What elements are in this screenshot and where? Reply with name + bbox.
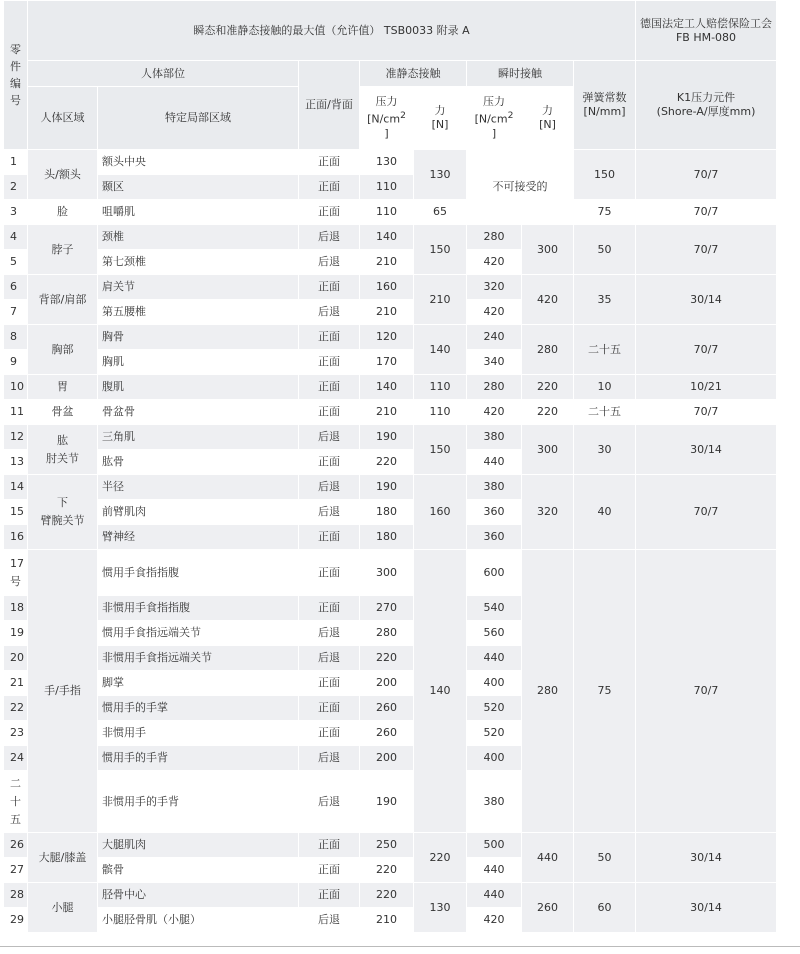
local-area: 非惯用手 <box>98 721 299 746</box>
tr-pressure: 340 <box>467 350 522 375</box>
tr-pressure: 520 <box>467 721 522 746</box>
side: 正面 <box>299 721 360 746</box>
spring-constant: 30 <box>574 425 636 475</box>
local-area: 惯用手食指远端关节 <box>98 621 299 646</box>
side: 后退 <box>299 746 360 771</box>
local-area: 第七颈椎 <box>98 250 299 275</box>
tr-pressure: 540 <box>467 596 522 621</box>
local-area: 额头中央 <box>98 150 299 175</box>
qs-pressure: 210 <box>360 250 414 275</box>
qs-pressure: 280 <box>360 621 414 646</box>
row-number: 8 <box>4 325 28 350</box>
header-body-part: 人体部位 <box>28 61 299 87</box>
qs-force: 110 <box>414 375 467 400</box>
transient-unacceptable: 不可接受的 <box>467 150 574 225</box>
qs-force: 110 <box>414 400 467 425</box>
side: 后退 <box>299 475 360 500</box>
k1-element: 70/7 <box>636 475 777 550</box>
side: 正面 <box>299 150 360 175</box>
header-tr-force-label: 力 <box>542 104 553 117</box>
header-tr-pressure-label: 压力 <box>483 95 505 109</box>
qs-pressure: 160 <box>360 275 414 300</box>
header-transient: 瞬时接触 <box>467 61 574 87</box>
tr-pressure: 280 <box>467 375 522 400</box>
tr-pressure: 380 <box>467 425 522 450</box>
tr-force: 280 <box>522 550 574 833</box>
row-number: 1 <box>4 150 28 175</box>
local-area: 胸骨 <box>98 325 299 350</box>
qs-pressure: 180 <box>360 525 414 550</box>
row-number: 二 十 五 <box>4 771 28 833</box>
header-qs-force-unit: [N] <box>431 118 449 131</box>
table-row <box>4 475 777 500</box>
header-front-back: 正面/背面 <box>299 61 360 150</box>
tr-pressure: 240 <box>467 325 522 350</box>
local-area: 半径 <box>98 475 299 500</box>
header-dguv <box>636 1 777 61</box>
spring-constant: 75 <box>574 550 636 833</box>
row-number: 26 <box>4 833 28 858</box>
local-area: 非惯用手食指指腹 <box>98 596 299 621</box>
row-number: 20 <box>4 646 28 671</box>
spring-constant: 二十五 <box>574 325 636 375</box>
qs-pressure: 300 <box>360 550 414 596</box>
row-number: 18 <box>4 596 28 621</box>
side: 正面 <box>299 833 360 858</box>
side: 后退 <box>299 300 360 325</box>
side: 正面 <box>299 550 360 596</box>
table-row <box>4 200 777 225</box>
header-qs-force-label: 力 <box>434 104 446 117</box>
tr-pressure: 420 <box>467 300 522 325</box>
tr-pressure: 560 <box>467 621 522 646</box>
row-number: 23 <box>4 721 28 746</box>
row-number: 27 <box>4 858 28 883</box>
spring-constant: 35 <box>574 275 636 325</box>
table-row <box>4 883 777 908</box>
qs-pressure: 190 <box>360 475 414 500</box>
header-dguv-ref: FB HM-080 <box>675 30 737 44</box>
tr-pressure: 400 <box>467 671 522 696</box>
row-number: 17 号 <box>4 550 28 596</box>
local-area: 惯用手的手掌 <box>98 696 299 721</box>
side: 正面 <box>299 400 360 425</box>
side: 正面 <box>299 325 360 350</box>
qs-pressure: 260 <box>360 721 414 746</box>
spring-constant: 40 <box>574 475 636 550</box>
header-dguv-name: 德国法定工人赔偿保险工会 <box>640 16 773 30</box>
header-spring-constant <box>574 61 636 150</box>
row-number: 16 <box>4 525 28 550</box>
body-region: 脖子 <box>28 225 98 275</box>
qs-pressure: 140 <box>360 225 414 250</box>
header-qs-pressure-unit: [$N/cm^2$ ] <box>367 110 406 140</box>
limits-table <box>3 0 777 933</box>
tr-pressure: 420 <box>467 908 522 933</box>
tr-force: 280 <box>522 325 574 375</box>
row-number: 5 <box>4 250 28 275</box>
local-area: 第五腰椎 <box>98 300 299 325</box>
qs-pressure: 110 <box>360 200 414 225</box>
header-qs-pressure-label: 压力 <box>375 95 398 109</box>
local-area: 颞区 <box>98 175 299 200</box>
local-area: 非惯用手的手背 <box>98 771 299 833</box>
local-area: 肩关节 <box>98 275 299 300</box>
side: 正面 <box>299 671 360 696</box>
qs-force: 210 <box>414 275 467 325</box>
qs-pressure: 190 <box>360 771 414 833</box>
qs-pressure: 170 <box>360 350 414 375</box>
spring-constant: 二十五 <box>574 400 636 425</box>
tr-pressure: 360 <box>467 500 522 525</box>
header-spring-label: 弹簧常数 <box>582 91 627 104</box>
header-qs-pressure <box>360 87 414 150</box>
row-number: 11 <box>4 400 28 425</box>
row-number: 3 <box>4 200 28 225</box>
qs-pressure: 190 <box>360 425 414 450</box>
qs-pressure: 250 <box>360 833 414 858</box>
side: 后退 <box>299 500 360 525</box>
header-tr-force <box>522 87 574 150</box>
row-number: 13 <box>4 450 28 475</box>
side: 正面 <box>299 696 360 721</box>
qs-pressure: 210 <box>360 400 414 425</box>
body-region: 手/手指 <box>28 550 98 833</box>
row-number: 22 <box>4 696 28 721</box>
qs-pressure: 270 <box>360 596 414 621</box>
table-row <box>4 400 777 425</box>
tr-pressure: 440 <box>467 858 522 883</box>
k1-element: 30/14 <box>636 883 777 933</box>
tr-pressure: 420 <box>467 400 522 425</box>
qs-force: 65 <box>414 200 467 225</box>
table-row <box>4 325 777 350</box>
row-number: 12 <box>4 425 28 450</box>
qs-force: 150 <box>414 225 467 275</box>
tr-pressure: 600 <box>467 550 522 596</box>
table-row <box>4 833 777 858</box>
qs-pressure: 210 <box>360 908 414 933</box>
body-region: 小腿 <box>28 883 98 933</box>
side: 后退 <box>299 646 360 671</box>
side: 正面 <box>299 596 360 621</box>
qs-pressure: 200 <box>360 746 414 771</box>
tr-force: 300 <box>522 425 574 475</box>
qs-pressure: 200 <box>360 671 414 696</box>
qs-pressure: 130 <box>360 150 414 175</box>
row-number: 28 <box>4 883 28 908</box>
header-k1-label: K1压力元件 <box>676 91 736 104</box>
side: 正面 <box>299 883 360 908</box>
tr-pressure: 400 <box>467 746 522 771</box>
row-number: 7 <box>4 300 28 325</box>
spring-constant: 75 <box>574 200 636 225</box>
tr-pressure: 440 <box>467 450 522 475</box>
k1-element: 70/7 <box>636 325 777 375</box>
local-area: 脚掌 <box>98 671 299 696</box>
row-number: 15 <box>4 500 28 525</box>
page-divider <box>0 946 800 947</box>
k1-element: 30/14 <box>636 425 777 475</box>
tr-force: 260 <box>522 883 574 933</box>
header-k1 <box>636 61 777 150</box>
qs-pressure: 260 <box>360 696 414 721</box>
tr-pressure: 440 <box>467 646 522 671</box>
spring-constant: 150 <box>574 150 636 200</box>
tr-pressure: 360 <box>467 525 522 550</box>
local-area: 骨盆骨 <box>98 400 299 425</box>
local-area: 小腿胫骨肌（小腿） <box>98 908 299 933</box>
qs-pressure: 140 <box>360 375 414 400</box>
tr-force: 440 <box>522 833 574 883</box>
qs-force: 140 <box>414 550 467 833</box>
row-number: 2 <box>4 175 28 200</box>
body-region: 胃 <box>28 375 98 400</box>
side: 正面 <box>299 275 360 300</box>
qs-pressure: 110 <box>360 175 414 200</box>
side: 正面 <box>299 200 360 225</box>
k1-element: 70/7 <box>636 150 777 200</box>
side: 正面 <box>299 375 360 400</box>
body-region: 背部/肩部 <box>28 275 98 325</box>
row-number: 4 <box>4 225 28 250</box>
k1-element: 70/7 <box>636 550 777 833</box>
local-area: 惯用手的手背 <box>98 746 299 771</box>
body-region: 骨盆 <box>28 400 98 425</box>
local-area: 臂神经 <box>98 525 299 550</box>
qs-force: 130 <box>414 883 467 933</box>
header-k1-unit: (Shore-A/厚度mm) <box>656 105 756 118</box>
body-region: 大腿/膝盖 <box>28 833 98 883</box>
header-part-no: 零件编号 <box>4 1 28 150</box>
k1-element: 30/14 <box>636 833 777 883</box>
qs-pressure: 210 <box>360 300 414 325</box>
local-area: 咀嚼肌 <box>98 200 299 225</box>
side: 正面 <box>299 175 360 200</box>
table-title: 瞬态和准静态接触的最大值（允许值） TSB0033 附录 A <box>28 1 636 61</box>
tr-pressure: 380 <box>467 771 522 833</box>
row-number: 24 <box>4 746 28 771</box>
qs-pressure: 220 <box>360 883 414 908</box>
local-area: 肱骨 <box>98 450 299 475</box>
qs-pressure: 180 <box>360 500 414 525</box>
spring-constant: 50 <box>574 833 636 883</box>
local-area: 三角肌 <box>98 425 299 450</box>
body-region: 下 臂腕关节 <box>28 475 98 550</box>
tr-force: 320 <box>522 475 574 550</box>
tr-pressure: 440 <box>467 883 522 908</box>
local-area: 大腿肌肉 <box>98 833 299 858</box>
table-row <box>4 375 777 400</box>
tr-force: 220 <box>522 375 574 400</box>
header-quasi-static: 准静态接触 <box>360 61 467 87</box>
header-tr-force-unit: [N] <box>539 118 556 131</box>
body-region: 胸部 <box>28 325 98 375</box>
tr-pressure: 280 <box>467 225 522 250</box>
qs-force: 130 <box>414 150 467 200</box>
header-region: 人体区域 <box>28 87 98 150</box>
table-row <box>4 425 777 450</box>
body-region: 头/额头 <box>28 150 98 200</box>
k1-element: 70/7 <box>636 225 777 275</box>
row-number: 14 <box>4 475 28 500</box>
tr-pressure: 520 <box>467 696 522 721</box>
tr-pressure: 380 <box>467 475 522 500</box>
header-spring-unit: [N/mm] <box>583 105 626 118</box>
qs-pressure: 220 <box>360 450 414 475</box>
side: 正面 <box>299 525 360 550</box>
local-area: 非惯用手食指远端关节 <box>98 646 299 671</box>
qs-pressure: 220 <box>360 858 414 883</box>
k1-element: 70/7 <box>636 200 777 225</box>
spring-constant: 50 <box>574 225 636 275</box>
table-row <box>4 275 777 300</box>
qs-pressure: 220 <box>360 646 414 671</box>
body-region: 肱 肘关节 <box>28 425 98 475</box>
tr-force: 300 <box>522 225 574 275</box>
local-area: 胸肌 <box>98 350 299 375</box>
spring-constant: 10 <box>574 375 636 400</box>
k1-element: 70/7 <box>636 400 777 425</box>
side: 正面 <box>299 858 360 883</box>
row-number: 6 <box>4 275 28 300</box>
body-region: 脸 <box>28 200 98 225</box>
side: 后退 <box>299 621 360 646</box>
row-number: 10 <box>4 375 28 400</box>
side: 后退 <box>299 425 360 450</box>
side: 后退 <box>299 225 360 250</box>
local-area: 胫骨中心 <box>98 883 299 908</box>
tr-force: 220 <box>522 400 574 425</box>
table-row <box>4 150 777 175</box>
qs-force: 140 <box>414 325 467 375</box>
side: 后退 <box>299 771 360 833</box>
spring-constant: 60 <box>574 883 636 933</box>
row-number: 19 <box>4 621 28 646</box>
header-qs-force <box>414 87 467 150</box>
row-number: 21 <box>4 671 28 696</box>
header-tr-pressure <box>467 87 522 150</box>
local-area: 颈椎 <box>98 225 299 250</box>
local-area: 腹肌 <box>98 375 299 400</box>
header-local-area: 特定局部区域 <box>98 87 299 150</box>
qs-force: 160 <box>414 475 467 550</box>
row-number: 29 <box>4 908 28 933</box>
local-area: 惯用手食指指腹 <box>98 550 299 596</box>
side: 后退 <box>299 908 360 933</box>
header-tr-pressure-unit: [$N/cm^2$ ] <box>474 110 514 140</box>
qs-force: 220 <box>414 833 467 883</box>
k1-element: 10/21 <box>636 375 777 400</box>
row-number: 9 <box>4 350 28 375</box>
qs-force: 150 <box>414 425 467 475</box>
tr-force: 420 <box>522 275 574 325</box>
local-area: 前臂肌肉 <box>98 500 299 525</box>
tr-pressure: 420 <box>467 250 522 275</box>
local-area: 髌骨 <box>98 858 299 883</box>
side: 正面 <box>299 350 360 375</box>
side: 正面 <box>299 450 360 475</box>
qs-pressure: 120 <box>360 325 414 350</box>
table-row <box>4 225 777 250</box>
tr-pressure: 320 <box>467 275 522 300</box>
tr-pressure: 500 <box>467 833 522 858</box>
table-row <box>4 550 777 596</box>
k1-element: 30/14 <box>636 275 777 325</box>
side: 后退 <box>299 250 360 275</box>
